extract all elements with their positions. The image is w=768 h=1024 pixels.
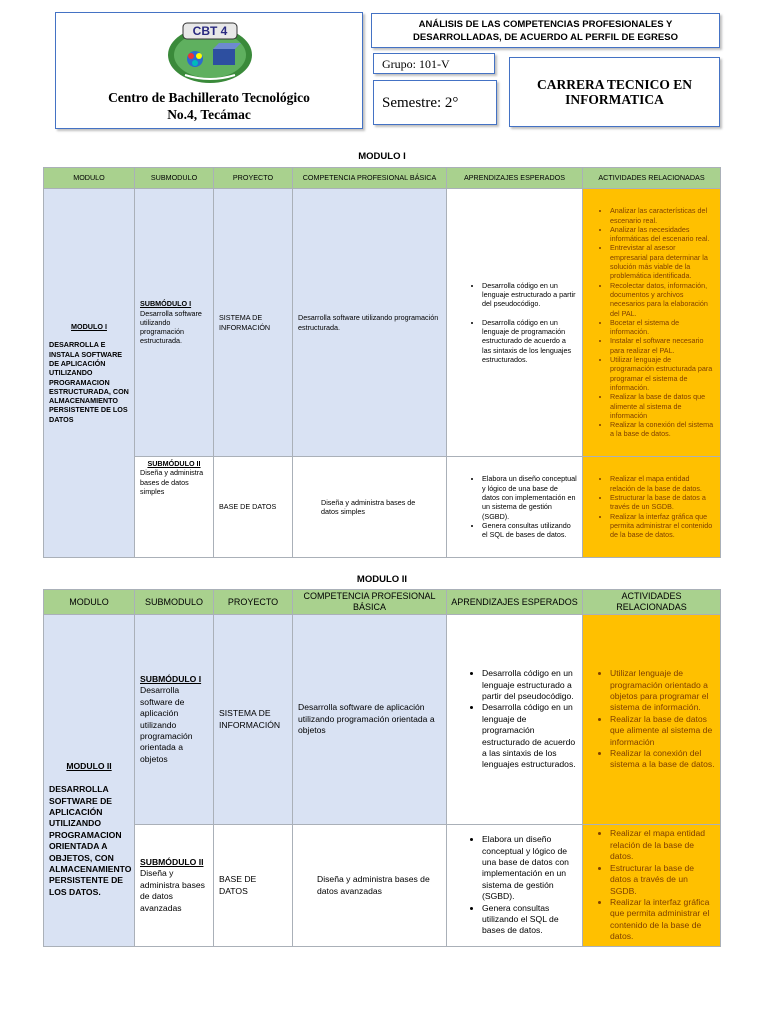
col-header-actividades: ACTIVIDADES RELACIONADAS — [583, 590, 721, 615]
competence-cell: Diseña y administra bases de datos simples — [293, 457, 447, 558]
module-label: MODULO II — [66, 760, 112, 771]
submodule-label: SUBMÓDULO II — [140, 856, 204, 867]
activities-cell — [583, 189, 721, 457]
activity-item: • Estructurar la base de datos a través de un SGDB. — [610, 493, 715, 512]
project-cell: SISTEMA DE INFORMACIÓN — [214, 615, 293, 825]
school-logo — [165, 19, 255, 85]
logo-lettering: CBT 4 — [192, 24, 228, 38]
activities-cell — [583, 825, 721, 947]
learning-item: • Desarrolla código en un lenguaje estructurado a partir del pseudocódigo. — [482, 281, 577, 309]
learning-item: • Elabora un diseño conceptual y lógico de una base de datos con implementación en un sistema de gestión (SGBD). — [482, 474, 577, 520]
col-header-competencia: COMPETENCIA PROFESIONAL BÁSICA — [293, 168, 447, 189]
learning-item: • Desarrolla código en un lenguaje estructurado a partir del pseudocódigo. — [482, 668, 577, 702]
col-header-modulo: MODULO — [44, 590, 135, 615]
submodule-label: SUBMÓDULO I — [140, 673, 202, 684]
table-row — [44, 189, 721, 457]
module-label: MODULO I — [71, 322, 107, 332]
school-name-line2: No.4, Tecámac — [167, 107, 251, 122]
project-cell: SISTEMA DE INFORMACIÓN — [214, 189, 293, 457]
activity-item: • Estructurar la base de datos a través de un SGDB. — [610, 863, 715, 897]
activity-item: • Utilizar lenguaje de programación estructurada para programar el sistema de información. — [610, 355, 715, 392]
semestre-label: Semestre: 2° — [373, 80, 497, 125]
school-name-line1: Centro de Bachillerato Tecnológico — [108, 90, 310, 105]
activity-item: • Realizar la conexión del sistema a la base de datos. — [610, 748, 715, 771]
module-description: DESARROLLA E INSTALA SOFTWARE DE APLICACIÓN UTILIZANDO PROGRAMACION ESTRUCTURADA, CON ALMACENAMIENTO PERSISTENTE DE LOS DATOS — [49, 340, 129, 424]
activity-item: • Recolectar datos, información, documentos y archivos necesarios para la elaboración del PAL. — [610, 281, 715, 318]
submodule-cell — [135, 189, 214, 457]
col-header-proyecto: PROYECTO — [214, 168, 293, 189]
activity-item: • Bocetar el sistema de información. — [610, 318, 715, 337]
submodule-label: SUBMÓDULO I — [140, 299, 192, 309]
submodule-description: Desarrolla software utilizando programación estructurada. — [140, 308, 202, 346]
activities-cell — [583, 457, 721, 558]
competence-cell: Desarrolla software de aplicación utilizando programación orientada a objetos — [293, 615, 447, 825]
learning-item: • Desarrolla código en un lenguaje de programación estructurado de acuerdo a las sintaxis de los lenguajes estructurados. — [482, 702, 577, 770]
activity-item: • Analizar las necesidades informáticas del escenario real. — [610, 225, 715, 244]
analysis-title: ANÁLISIS DE LAS COMPETENCIAS PROFESIONALES Y DESARROLLADAS, DE ACUERDO AL PERFIL DE EGRESO — [371, 13, 720, 48]
submodule-description: Desarrolla software de aplicación utilizando programación orientada a objetos — [140, 685, 193, 764]
competence-cell: Diseña y administra bases de datos avanzadas — [293, 825, 447, 947]
col-header-actividades: ACTIVIDADES RELACIONADAS — [583, 168, 721, 189]
submodule-description: Diseña y administra bases de datos avanzadas — [140, 868, 205, 913]
activity-item: • Realizar el mapa entidad relación de la base de datos. — [610, 474, 715, 493]
submodule-cell — [135, 615, 214, 825]
col-header-modulo: MODULO — [44, 168, 135, 189]
activity-item: • Realizar el mapa entidad relación de la base de datos. — [610, 828, 715, 862]
col-header-proyecto: PROYECTO — [214, 590, 293, 615]
learning-cell — [447, 457, 583, 558]
learning-item: • Elabora un diseño conceptual y lógico de una base de datos con implementación en un sistema de gestión (SGBD). — [482, 834, 577, 902]
activity-item: • Analizar las características del escenario real. — [610, 206, 715, 225]
modulo2-title: MODULO II — [356, 574, 408, 585]
school-header — [55, 12, 363, 129]
learning-item: • Desarrolla código en un lenguaje de programación estructurado de acuerdo a las sintaxis de los lenguajes estructurados. — [482, 318, 577, 364]
submodule-label: SUBMÓDULO II — [147, 459, 201, 468]
submodule-description: Diseña y administra bases de datos simples — [140, 468, 204, 496]
table-header-row — [44, 590, 721, 615]
carrera-title: CARRERA TECNICO EN INFORMATICA — [509, 57, 720, 127]
modulo1-title: MODULO I — [358, 151, 406, 162]
project-cell: BASE DE DATOS — [214, 457, 293, 558]
modulo2-table — [43, 589, 721, 947]
table-header-row — [44, 168, 721, 189]
learning-item: • Genera consultas utilizando el SQL de bases de datos. — [482, 521, 577, 540]
modulo1-table — [43, 167, 721, 558]
module-cell — [44, 189, 135, 558]
activity-item: • Instalar el software necesario para realizar el PAL. — [610, 336, 715, 355]
activity-item: • Realizar la interfaz gráfica que permita administrar el contenido de la base de datos. — [610, 512, 715, 540]
activity-item: • Realizar la base de datos que alimente al sistema de información — [610, 392, 715, 420]
learning-cell — [447, 615, 583, 825]
col-header-competencia: COMPETENCIA PROFESIONAL BÁSICA — [293, 590, 447, 615]
col-header-submodulo: SUBMODULO — [135, 168, 214, 189]
activity-item: • Utilizar lenguaje de programación orientado a objetos para programar el sistema de información. — [610, 668, 715, 714]
activity-item: • Realizar la base de datos que alimente al sistema de información — [610, 714, 715, 748]
activities-cell — [583, 615, 721, 825]
competence-cell: Desarrolla software utilizando programación estructurada. — [293, 189, 447, 457]
module-description: DESARROLLA SOFTWARE DE APLICACIÓN UTILIZANDO PROGRAMACION ORIENTADA A OBJETOS, CON ALMACENAMIENTO PERSISTENTE DE LOS DATOS. — [49, 784, 132, 897]
col-header-aprendizajes: APRENDIZAJES ESPERADOS — [447, 590, 583, 615]
submodule-cell — [135, 825, 214, 947]
table-row — [44, 825, 721, 947]
activity-item: • Realizar la interfaz gráfica que permita administrar el contenido de la base de datos. — [610, 897, 715, 943]
col-header-aprendizajes: APRENDIZAJES ESPERADOS — [447, 168, 583, 189]
table-row — [44, 615, 721, 825]
col-header-submodulo: SUBMODULO — [135, 590, 214, 615]
submodule-cell — [135, 457, 214, 558]
learning-item: • Genera consultas utilizando el SQL de bases de datos. — [482, 903, 577, 937]
project-cell: BASE DE DATOS — [214, 825, 293, 947]
learning-cell — [447, 189, 583, 457]
activity-item: • Entrevistar al asesor empresarial para determinar la solución más viable de la problemática identificada. — [610, 243, 715, 280]
grupo-label: Grupo: 101-V — [373, 53, 495, 74]
table-row — [44, 457, 721, 558]
learning-cell — [447, 825, 583, 947]
module-cell — [44, 615, 135, 947]
activity-item: • Realizar la conexión del sistema a la base de datos. — [610, 420, 715, 439]
